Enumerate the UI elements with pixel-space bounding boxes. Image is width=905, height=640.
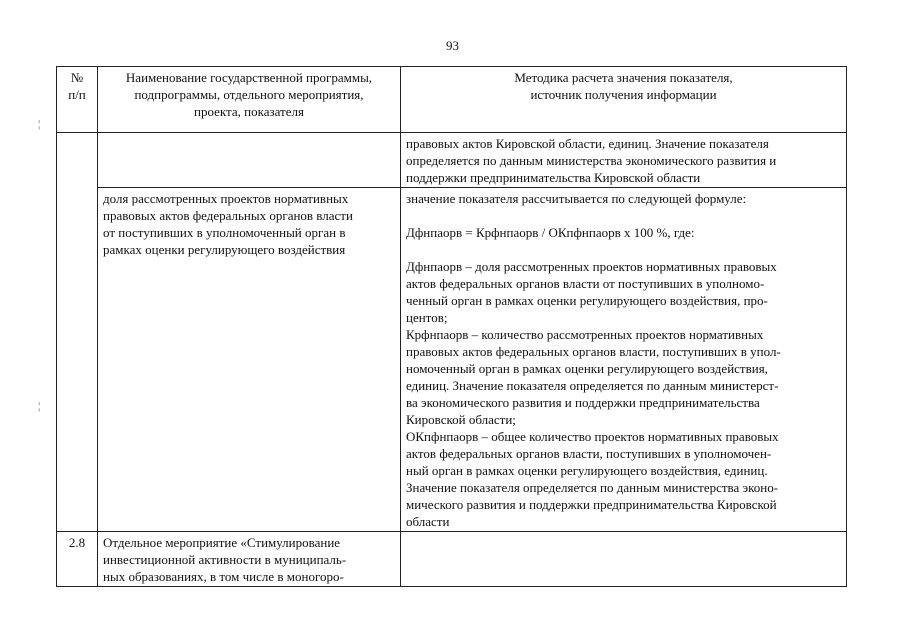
- text-line: инвестиционной активности в муниципаль-: [103, 552, 347, 567]
- table-row: [57, 188, 847, 532]
- text-line: поддержки предпринимательства Кировской области: [406, 170, 701, 185]
- definition-line: ОКпфнпаорв – общее количество проектов нормативных правовых: [406, 429, 779, 444]
- event-num-cell: 2.8: [57, 532, 98, 587]
- indicator-name-cell: [98, 188, 401, 532]
- header-line: №: [70, 70, 84, 85]
- text-line: доля рассмотренных проектов нормативных: [103, 191, 349, 206]
- header-line: Методика расчета значения показателя,: [514, 70, 733, 85]
- definition-line: номоченный орган в рамках оценки регулирующего воздействия,: [406, 361, 768, 376]
- header-line: п/п: [68, 87, 86, 102]
- blank-line: [406, 241, 841, 258]
- definition-line: Крфнпаорв – количество рассмотренных проектов нормативных: [406, 327, 764, 342]
- definition-line: Значение показателя определяется по данным министерства эконо-: [406, 480, 779, 495]
- definition-line: области: [406, 514, 450, 529]
- row-num-cell: [57, 133, 98, 532]
- definition-line: правовых актов федеральных органов власти, поступивших в упол-: [406, 344, 781, 359]
- table-row: [57, 532, 847, 587]
- row-name-cell: [98, 133, 401, 188]
- row-method-cell: [401, 133, 847, 188]
- indicator-method-cell: [401, 188, 847, 532]
- header-line: источник получения информации: [530, 87, 717, 102]
- definition-line: центов;: [406, 310, 448, 325]
- definition-line: актов федеральных органов власти от поступивших в уполномо-: [406, 276, 765, 291]
- definition-line: единиц. Значение показателя определяется по данным министерст-: [406, 378, 779, 393]
- margin-mark: ¦: [38, 118, 41, 130]
- definition-line: актов федеральных органов власти, поступивших в уполномочен-: [406, 446, 772, 461]
- definition-line: Дфнпаорв – доля рассмотренных проектов нормативных правовых: [406, 259, 777, 274]
- header-line: Наименование государственной программы,: [125, 70, 373, 85]
- definition-line: ный орган в рамках оценки регулирующего воздействия, единиц.: [406, 463, 768, 478]
- header-line: подпрограммы, отдельного мероприятия,: [134, 87, 364, 102]
- text-line: определяется по данным министерства экономического развития и: [406, 153, 777, 168]
- definition-line: мического развития и поддержки предпринимательства Кировской: [406, 497, 777, 512]
- text-line: Отдельное мероприятие «Стимулирование: [103, 535, 341, 550]
- text-line: от поступивших в уполномоченный орган в: [103, 225, 346, 240]
- document-table: [56, 66, 847, 587]
- margin-mark: ¦: [38, 400, 41, 412]
- formula-intro: значение показателя рассчитывается по следующей формуле:: [406, 191, 747, 206]
- table-row: [57, 133, 847, 188]
- definition-line: Кировской области;: [406, 412, 516, 427]
- header-line: проекта, показателя: [194, 104, 304, 119]
- text-line: рамках оценки регулирующего воздействия: [103, 242, 346, 257]
- event-method-cell: [401, 532, 847, 587]
- definition-line: ченный орган в рамках оценки регулирующего воздействия, про-: [406, 293, 768, 308]
- text-line: ных образованиях, в том числе в моногоро-: [103, 569, 344, 584]
- definition-line: ва экономического развития и поддержки предпринимательства: [406, 395, 760, 410]
- event-name-cell: [98, 532, 401, 587]
- header-method-cell: [401, 67, 847, 133]
- header-num-cell: [57, 67, 98, 133]
- page-number: 93: [446, 38, 459, 53]
- table-header-row: [57, 67, 847, 133]
- blank-line: [406, 207, 841, 224]
- formula: Дфнпаорв = Крфнпаорв / ОКпфнпаорв х 100 %, где:: [406, 225, 695, 240]
- text-line: правовых актов федеральных органов власти: [103, 208, 353, 223]
- header-name-cell: [98, 67, 401, 133]
- text-line: правовых актов Кировской области, единиц. Значение показателя: [406, 136, 769, 151]
